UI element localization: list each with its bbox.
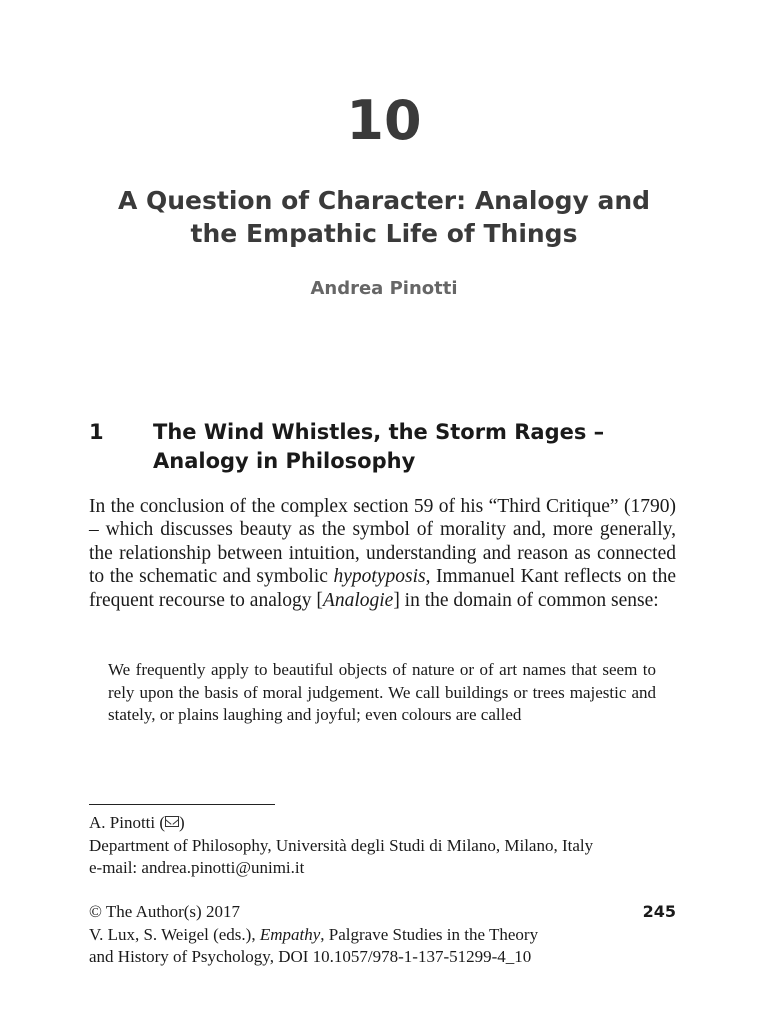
chapter-title xyxy=(90,184,678,250)
body-italic-hypotyposis: hypotyposis xyxy=(333,566,426,588)
body-text-part-1: In the conclusion of the complex section 59 of his “Third Critique” (1790) – which discusses beauty as the symbol of morality and, more generally, the relationship between intuition, understanding and reason as connected to the schematic and symbolic xyxy=(89,496,676,588)
body-paragraph xyxy=(89,495,676,612)
body-text-part-2: , Immanuel Kant reflects on the frequent recourse to analogy [ xyxy=(89,566,676,611)
chapter-author: Andrea Pinotti xyxy=(310,278,458,299)
chapter-number: 10 xyxy=(346,89,422,152)
footnote-email[interactable]: e-mail: andrea.pinotti@unimi.it xyxy=(89,858,305,877)
chapter-title-line-1: A Question of Character: Analogy and xyxy=(117,186,651,215)
footnote-affiliation: Department of Philosophy, Università degli Studi di Milano, Milano, Italy xyxy=(89,835,594,855)
footnote-author: A. Pinotti ( xyxy=(89,813,166,832)
footnote-author-close: ) xyxy=(179,813,185,832)
body-italic-analogie: Analogie xyxy=(322,589,394,611)
author-footnote xyxy=(89,812,679,880)
chapter-title-line-2: the Empathic Life of Things xyxy=(190,219,578,248)
copyright-series: , Palgrave Studies in the Theory xyxy=(320,924,539,944)
copyright-line-1: © The Author(s) 2017 xyxy=(89,902,240,921)
copyright-line-2 xyxy=(89,924,609,947)
block-quote: We frequently apply to beautiful objects of nature or of art names that seem to rely upon the basis of moral judgement. We call buildings or trees majestic and stately, or plains laughing and joyful; even colours are called xyxy=(108,660,656,724)
page-number: 245 xyxy=(642,902,676,921)
copyright-editors: V. Lux, S. Weigel (eds.), xyxy=(89,924,260,944)
body-text-part-3: ] in the domain of common sense: xyxy=(393,589,659,611)
copyright-doi: and History of Psychology, DOI 10.1057/978-1-137-51299-4_10 xyxy=(89,947,532,966)
section-title-line-2: Analogy in Philosophy xyxy=(153,449,416,473)
section-title xyxy=(153,418,673,476)
envelope-icon xyxy=(165,816,179,827)
section-title-line-1: The Wind Whistles, the Storm Rages – xyxy=(153,420,605,444)
footnote-author-line xyxy=(89,812,679,835)
copyright-block xyxy=(89,901,609,969)
copyright-book-title: Empathy xyxy=(259,924,321,944)
section-number: 1 xyxy=(89,420,104,444)
footnote-divider xyxy=(89,804,275,805)
